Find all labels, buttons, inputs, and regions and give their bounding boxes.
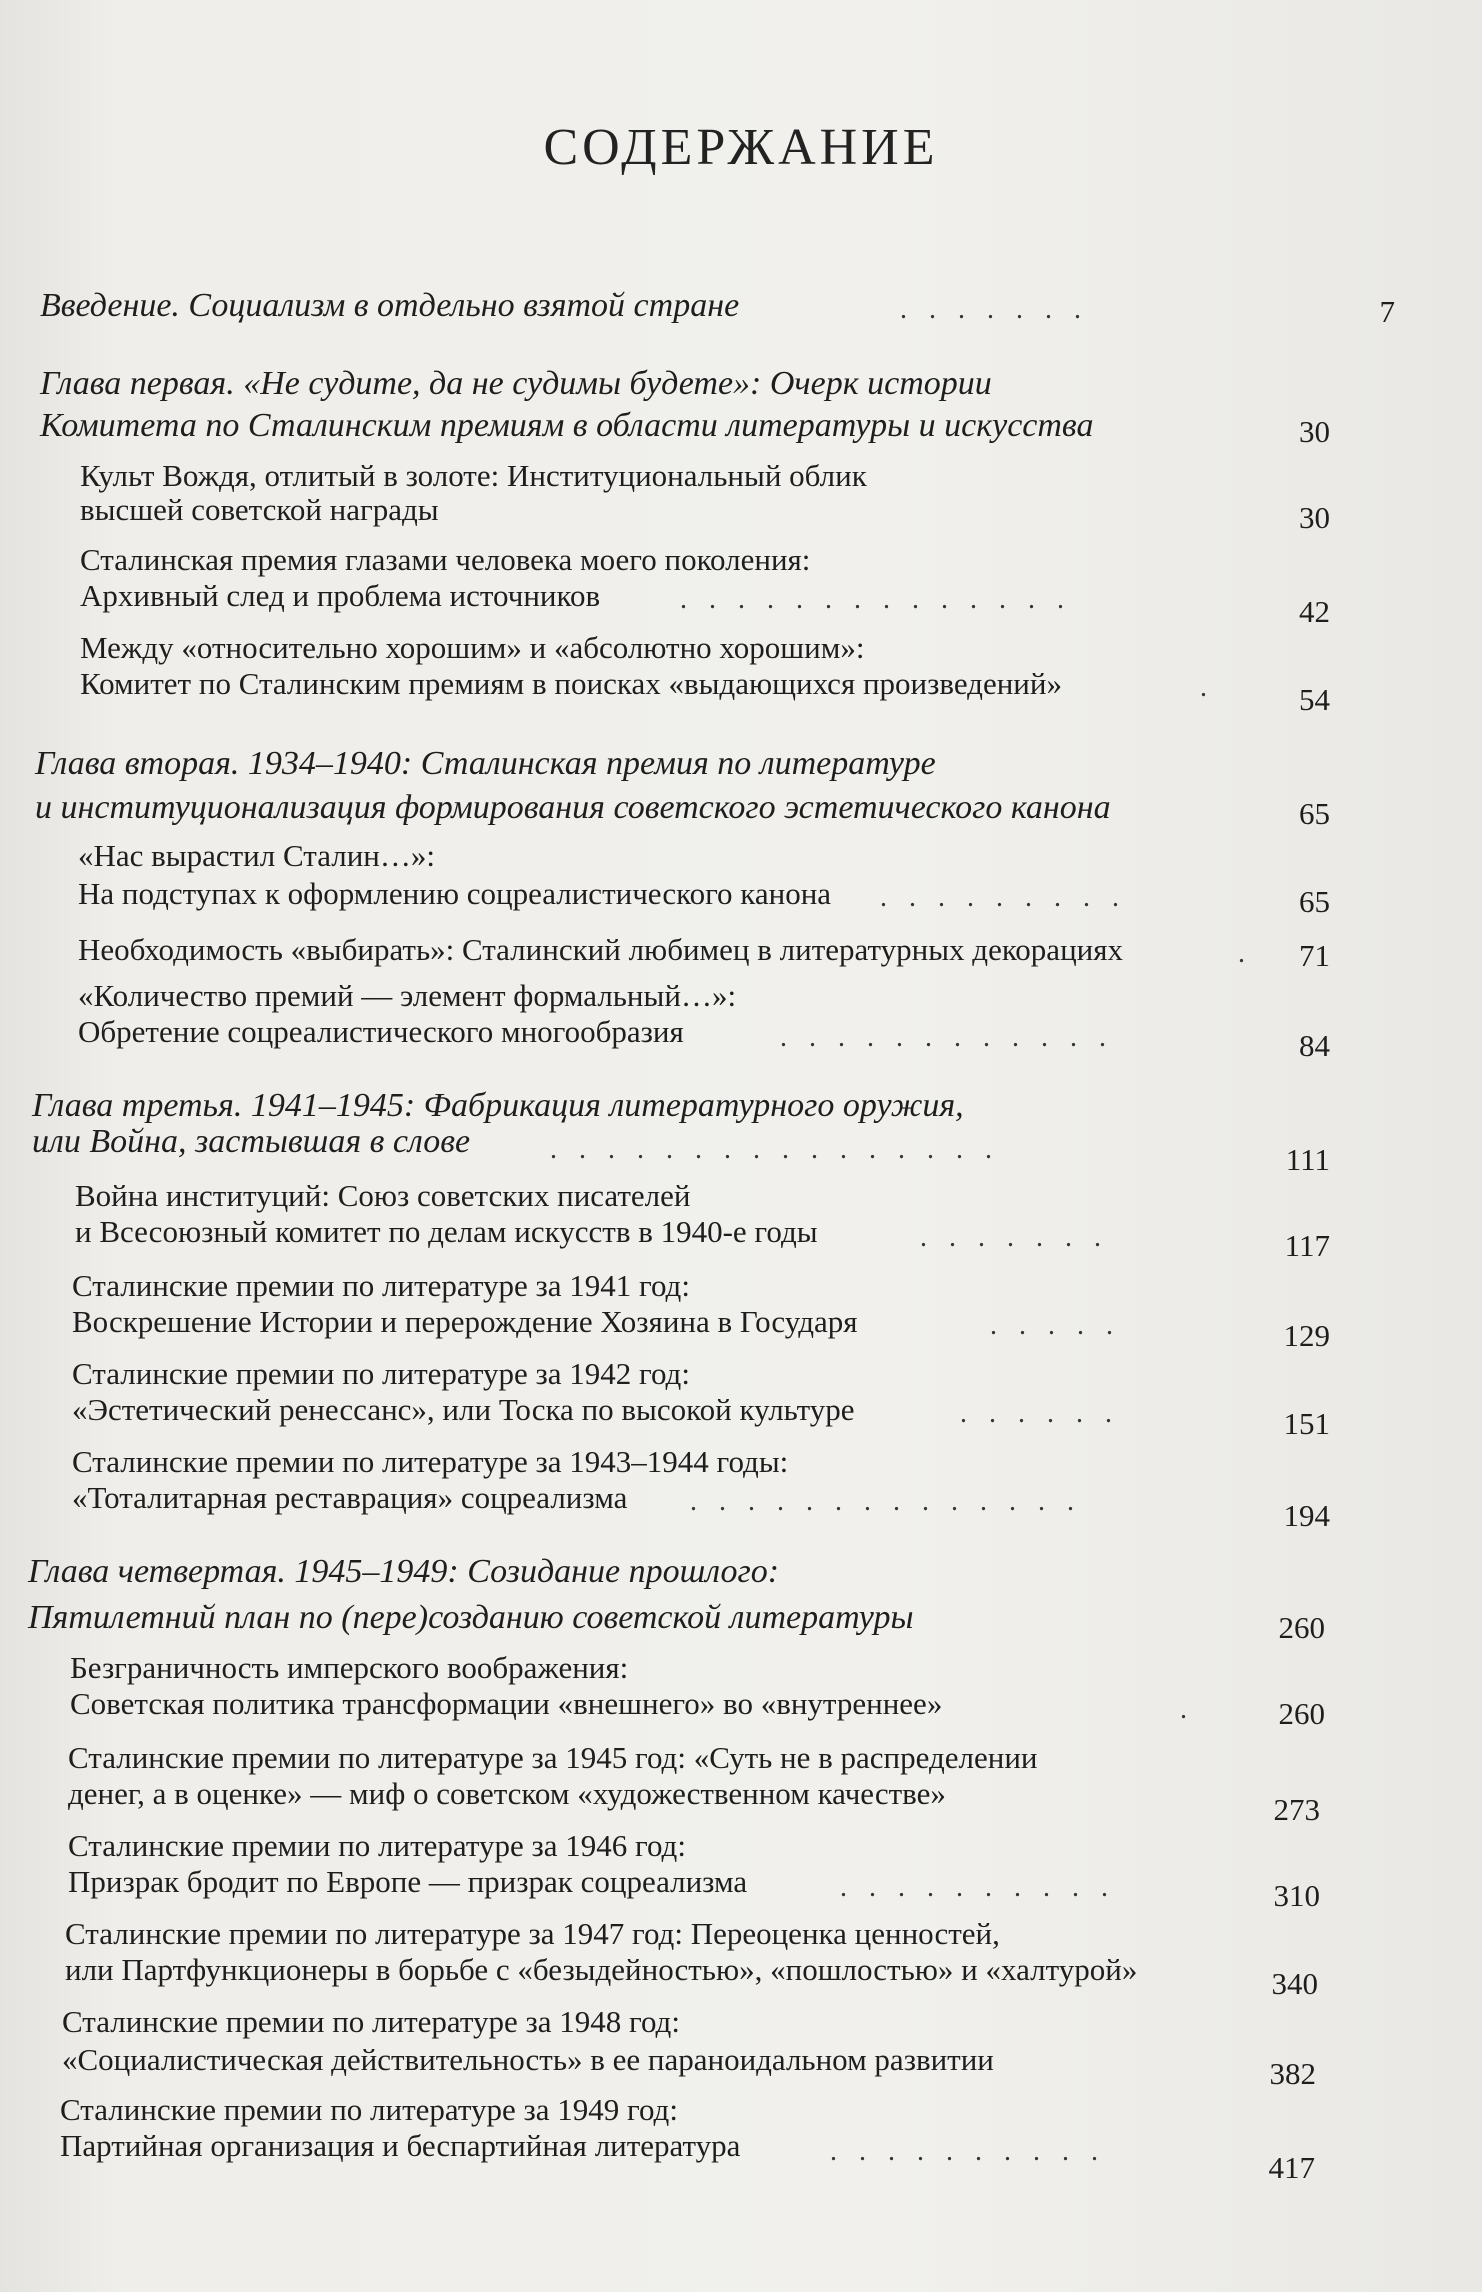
toc-page-number: 7 bbox=[1379, 294, 1395, 329]
toc-entry-line: Воскрешение Истории и перерождение Хозяина в Государя bbox=[72, 1304, 858, 1339]
toc-entry-line: или Партфункционеры в борьбе с «безыдейностью», «пошлостью» и «халтурой» bbox=[65, 1952, 1138, 1987]
toc-entry-line: Комитет по Сталинским премиям в поисках «выдающихся произведений» bbox=[80, 666, 1062, 701]
toc-entry-line: Необходимость «выбирать»: Сталинский любимец в литературных декорациях bbox=[78, 932, 1124, 967]
toc-page-number: 260 bbox=[1278, 1696, 1325, 1731]
toc-page-number: 30 bbox=[1299, 414, 1330, 449]
toc-entry-line: Советская политика трансформации «внешнего» во «внутреннее» bbox=[70, 1686, 943, 1721]
toc-entry-line: Партийная организация и беспартийная литература bbox=[60, 2128, 741, 2163]
dot-leader: . bbox=[1238, 938, 1267, 969]
toc-page-number: 129 bbox=[1283, 1318, 1330, 1353]
toc-entry-line: Обретение соцреалистического многообразия bbox=[78, 1014, 684, 1049]
toc-page-number: 65 bbox=[1299, 884, 1330, 919]
toc-entry-line: «Социалистическая действительность» в ее параноидальном развитии bbox=[62, 2042, 994, 2077]
dot-leader: . bbox=[1200, 672, 1229, 703]
toc-entry-line: Сталинские премии по литературе за 1948 год: bbox=[62, 2004, 680, 2039]
toc-entry-line: денег, а в оценке» — миф о советском «художественном качестве» bbox=[68, 1776, 946, 1811]
dot-leader: ...... bbox=[960, 1398, 1134, 1429]
toc-entry-line: Сталинские премии по литературе за 1946 год: bbox=[68, 1828, 686, 1863]
toc-page-number: 260 bbox=[1278, 1610, 1325, 1645]
dot-leader: . bbox=[1180, 1694, 1209, 1725]
toc-entry-line: Введение. Социализм в отдельно взятой стране bbox=[40, 287, 740, 324]
dot-leader: .............. bbox=[680, 584, 1086, 615]
dot-leader: ............ bbox=[780, 1022, 1128, 1053]
dot-leader: ................ bbox=[550, 1134, 1014, 1165]
toc-entry-line: Между «относительно хорошим» и «абсолютно хорошим»: bbox=[80, 630, 865, 665]
toc-entry-line: Война институций: Союз советских писателей bbox=[75, 1178, 691, 1213]
toc-page-number: 30 bbox=[1299, 500, 1330, 535]
toc-entry-line: Сталинские премии по литературе за 1942 год: bbox=[72, 1356, 690, 1391]
toc-page-number: 273 bbox=[1273, 1792, 1320, 1827]
toc-entry-line: Безграничность имперского воображения: bbox=[70, 1650, 629, 1685]
toc-entry-line: и Всесоюзный комитет по делам искусств в 1940-е годы bbox=[75, 1214, 818, 1249]
toc-entry-line: Глава четвертая. 1945–1949: Созидание прошлого: bbox=[28, 1553, 780, 1590]
toc-page-number: 117 bbox=[1284, 1228, 1330, 1263]
toc-page-number: 111 bbox=[1285, 1142, 1330, 1177]
page-title: СОДЕРЖАНИЕ bbox=[543, 119, 939, 176]
toc-page-number: 54 bbox=[1299, 682, 1330, 717]
toc-page-number: 382 bbox=[1269, 2056, 1316, 2091]
toc-entry-line: Сталинские премии по литературе за 1949 год: bbox=[60, 2092, 678, 2127]
dot-leader: .......... bbox=[840, 1872, 1130, 1903]
toc-entry-line: Комитета по Сталинским премиям в области литературы и искусства bbox=[40, 407, 1094, 444]
toc-page-number: 42 bbox=[1299, 594, 1330, 629]
toc-entry-line: или Война, застывшая в слове bbox=[32, 1123, 471, 1160]
toc-page-number: 65 bbox=[1299, 796, 1330, 831]
dot-leader: .............. bbox=[690, 1486, 1096, 1517]
toc-entry-line: «Нас вырастил Сталин…»: bbox=[78, 838, 435, 873]
toc-page-number: 71 bbox=[1299, 938, 1330, 973]
toc-entry-line: Сталинские премии по литературе за 1947 год: Переоценка ценностей, bbox=[65, 1916, 1000, 1951]
toc-entry-line: Пятилетний план по (пере)созданию советской литературы bbox=[28, 1599, 914, 1636]
toc-entry-line: и институционализация формирования советского эстетического канона bbox=[35, 789, 1111, 826]
toc-entry-line: Культ Вождя, отлитый в золоте: Институциональный облик bbox=[80, 458, 867, 493]
toc-entry-line: Глава вторая. 1934–1940: Сталинская премия по литературе bbox=[35, 745, 936, 782]
toc-page-number: 84 bbox=[1299, 1028, 1330, 1063]
toc-entry-line: Сталинская премия глазами человека моего поколения: bbox=[80, 542, 811, 577]
toc-entry-line: Сталинские премии по литературе за 1941 год: bbox=[72, 1268, 690, 1303]
toc-entry-line: Глава первая. «Не судите, да не судимы будете»: Очерк истории bbox=[40, 365, 992, 402]
dot-leader: .......... bbox=[830, 2136, 1120, 2167]
toc-entry-line: Архивный след и проблема источников bbox=[80, 578, 601, 613]
toc-entry-line: «Тоталитарная реставрация» соцреализма bbox=[72, 1480, 628, 1515]
toc-page-number: 417 bbox=[1268, 2150, 1315, 2185]
toc-entry-line: «Эстетический ренессанс», или Тоска по высокой культуре bbox=[72, 1392, 855, 1427]
toc-entry-line: На подступах к оформлению соцреалистического канона bbox=[78, 876, 832, 911]
toc-entry-line: «Количество премий — элемент формальный…»: bbox=[78, 978, 737, 1013]
dot-leader: ....... bbox=[900, 294, 1103, 325]
dot-leader: ......... bbox=[880, 882, 1141, 913]
toc-page-number: 340 bbox=[1271, 1966, 1318, 2001]
toc-entry-line: Призрак бродит по Европе — призрак соцреализма bbox=[68, 1864, 748, 1899]
toc-entry-line: высшей советской награды bbox=[80, 492, 439, 527]
toc-page-number: 310 bbox=[1273, 1878, 1320, 1913]
toc-page-number: 151 bbox=[1283, 1406, 1330, 1441]
dot-leader: ....... bbox=[920, 1222, 1123, 1253]
toc-entry-line: Глава третья. 1941–1945: Фабрикация литературного оружия, bbox=[32, 1087, 964, 1124]
dot-leader: ..... bbox=[990, 1310, 1135, 1341]
toc-entry-line: Сталинские премии по литературе за 1945 год: «Суть не в распределении bbox=[68, 1740, 1038, 1775]
toc-page-number: 194 bbox=[1283, 1498, 1330, 1533]
toc-entry-line: Сталинские премии по литературе за 1943–1944 годы: bbox=[72, 1444, 789, 1479]
